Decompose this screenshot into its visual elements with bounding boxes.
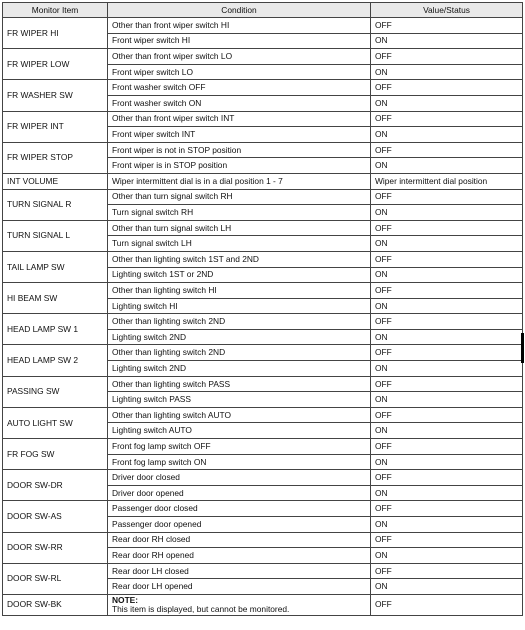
monitor-item-name: DOOR SW-RR [3,532,108,563]
table-body [3,18,523,616]
monitor-item-table [2,2,523,616]
condition-cell: Front wiper switch LO [108,64,371,80]
monitor-item-name: AUTO LIGHT SW [3,407,108,438]
condition-cell: Driver door opened [108,485,371,501]
table-row [3,220,523,236]
value-status-cell: OFF [371,439,523,455]
condition-cell: Lighting switch 1ST or 2ND [108,267,371,283]
table-row [3,314,523,330]
table-row [3,376,523,392]
value-status-cell: OFF [371,407,523,423]
value-status-cell: OFF [371,501,523,517]
condition-cell: Other than lighting switch HI [108,283,371,299]
monitor-item-name: DOOR SW-RL [3,563,108,594]
value-status-cell: ON [371,548,523,564]
table-row [3,173,523,189]
table-row [3,345,523,361]
condition-cell: Wiper intermittent dial is in a dial position 1 - 7 [108,173,371,189]
condition-cell: Other than front wiper switch INT [108,111,371,127]
condition-cell: Other than turn signal switch RH [108,189,371,205]
condition-cell: Turn signal switch RH [108,205,371,221]
monitor-item-name: PASSING SW [3,376,108,407]
table-row [3,111,523,127]
condition-cell: Passenger door opened [108,517,371,533]
condition-cell: Front wiper switch HI [108,33,371,49]
header-value-status: Value/Status [371,3,523,18]
value-status-cell: ON [371,517,523,533]
condition-cell: Rear door LH opened [108,579,371,595]
condition-cell: Rear door RH closed [108,532,371,548]
monitor-item-name: INT VOLUME [3,173,108,189]
value-status-cell: ON [371,127,523,143]
table-row [3,49,523,65]
monitor-item-name: DOOR SW-AS [3,501,108,532]
condition-cell: Other than lighting switch AUTO [108,407,371,423]
value-status-cell: ON [371,579,523,595]
value-status-cell: ON [371,236,523,252]
condition-cell: Lighting switch 2ND [108,329,371,345]
value-status-cell: OFF [371,283,523,299]
value-status-cell: OFF [371,563,523,579]
value-status-cell: OFF [371,111,523,127]
value-status-cell: OFF [371,189,523,205]
condition-cell: Front wiper is in STOP position [108,158,371,174]
condition-cell: Front fog lamp switch OFF [108,439,371,455]
condition-cell: Turn signal switch LH [108,236,371,252]
condition-cell: Front wiper is not in STOP position [108,142,371,158]
value-status-cell: ON [371,158,523,174]
value-status-cell: ON [371,95,523,111]
table-row [3,563,523,579]
monitor-item-name: TURN SIGNAL L [3,220,108,251]
value-status-cell: OFF [371,251,523,267]
monitor-item-name: DOOR SW-BK [3,594,108,615]
value-status-cell: OFF [371,220,523,236]
condition-cell: Lighting switch PASS [108,392,371,408]
condition-cell: Rear door LH closed [108,563,371,579]
monitor-item-name: FR WIPER LOW [3,49,108,80]
condition-cell: Front washer switch OFF [108,80,371,96]
condition-cell: Other than lighting switch 2ND [108,345,371,361]
table-row [3,251,523,267]
condition-cell: Other than lighting switch PASS [108,376,371,392]
value-status-cell: OFF [371,80,523,96]
monitor-item-name: FR FOG SW [3,439,108,470]
table-row [3,439,523,455]
value-status-cell: OFF [371,594,523,615]
condition-cell: Lighting switch 2ND [108,361,371,377]
value-status-cell: ON [371,485,523,501]
monitor-item-name: TAIL LAMP SW [3,251,108,282]
condition-cell: Lighting switch AUTO [108,423,371,439]
value-status-cell: ON [371,205,523,221]
monitor-item-name: FR WIPER HI [3,18,108,49]
monitor-item-name: HEAD LAMP SW 2 [3,345,108,376]
condition-cell: Other than lighting switch 2ND [108,314,371,330]
table-header-row [3,3,523,18]
table-row [3,189,523,205]
table-row [3,470,523,486]
value-status-cell: OFF [371,49,523,65]
header-monitor-item: Monitor Item [3,3,108,18]
value-status-cell: ON [371,329,523,345]
table-row [3,594,523,615]
condition-cell: Front fog lamp switch ON [108,454,371,470]
condition-cell: Other than lighting switch 1ST and 2ND [108,251,371,267]
value-status-cell: ON [371,298,523,314]
monitor-item-name: FR WIPER STOP [3,142,108,173]
condition-cell: Other than front wiper switch LO [108,49,371,65]
value-status-cell: Wiper intermittent dial position [371,173,523,189]
monitor-item-name: TURN SIGNAL R [3,189,108,220]
table-row [3,142,523,158]
condition-cell: Lighting switch HI [108,298,371,314]
value-status-cell: ON [371,423,523,439]
note-text: This item is displayed, but cannot be monitored. [112,603,290,614]
value-status-cell: ON [371,267,523,283]
value-status-cell: OFF [371,142,523,158]
note-label: NOTE: [112,594,139,605]
condition-cell: Other than front wiper switch HI [108,18,371,34]
value-status-cell: OFF [371,470,523,486]
table-row [3,407,523,423]
monitor-item-name: DOOR SW-DR [3,470,108,501]
monitor-item-name: HEAD LAMP SW 1 [3,314,108,345]
condition-cell: Rear door RH opened [108,548,371,564]
table-row [3,501,523,517]
monitor-item-name: FR WIPER INT [3,111,108,142]
table-row [3,18,523,34]
condition-cell: Front washer switch ON [108,95,371,111]
value-status-cell: ON [371,33,523,49]
condition-cell: Passenger door closed [108,501,371,517]
value-status-cell: OFF [371,345,523,361]
monitor-item-name: HI BEAM SW [3,283,108,314]
value-status-cell: OFF [371,532,523,548]
table-row [3,532,523,548]
value-status-cell: ON [371,454,523,470]
condition-cell: Other than turn signal switch LH [108,220,371,236]
value-status-cell: OFF [371,314,523,330]
value-status-cell: OFF [371,18,523,34]
value-status-cell: ON [371,392,523,408]
header-condition: Condition [108,3,371,18]
value-status-cell: ON [371,64,523,80]
condition-cell: Driver door closed [108,470,371,486]
table-row [3,80,523,96]
condition-cell: Front wiper switch INT [108,127,371,143]
value-status-cell: ON [371,361,523,377]
monitor-item-name: FR WASHER SW [3,80,108,111]
table-row [3,283,523,299]
value-status-cell: OFF [371,376,523,392]
condition-cell [108,594,371,615]
page-edge-marker [521,333,524,363]
